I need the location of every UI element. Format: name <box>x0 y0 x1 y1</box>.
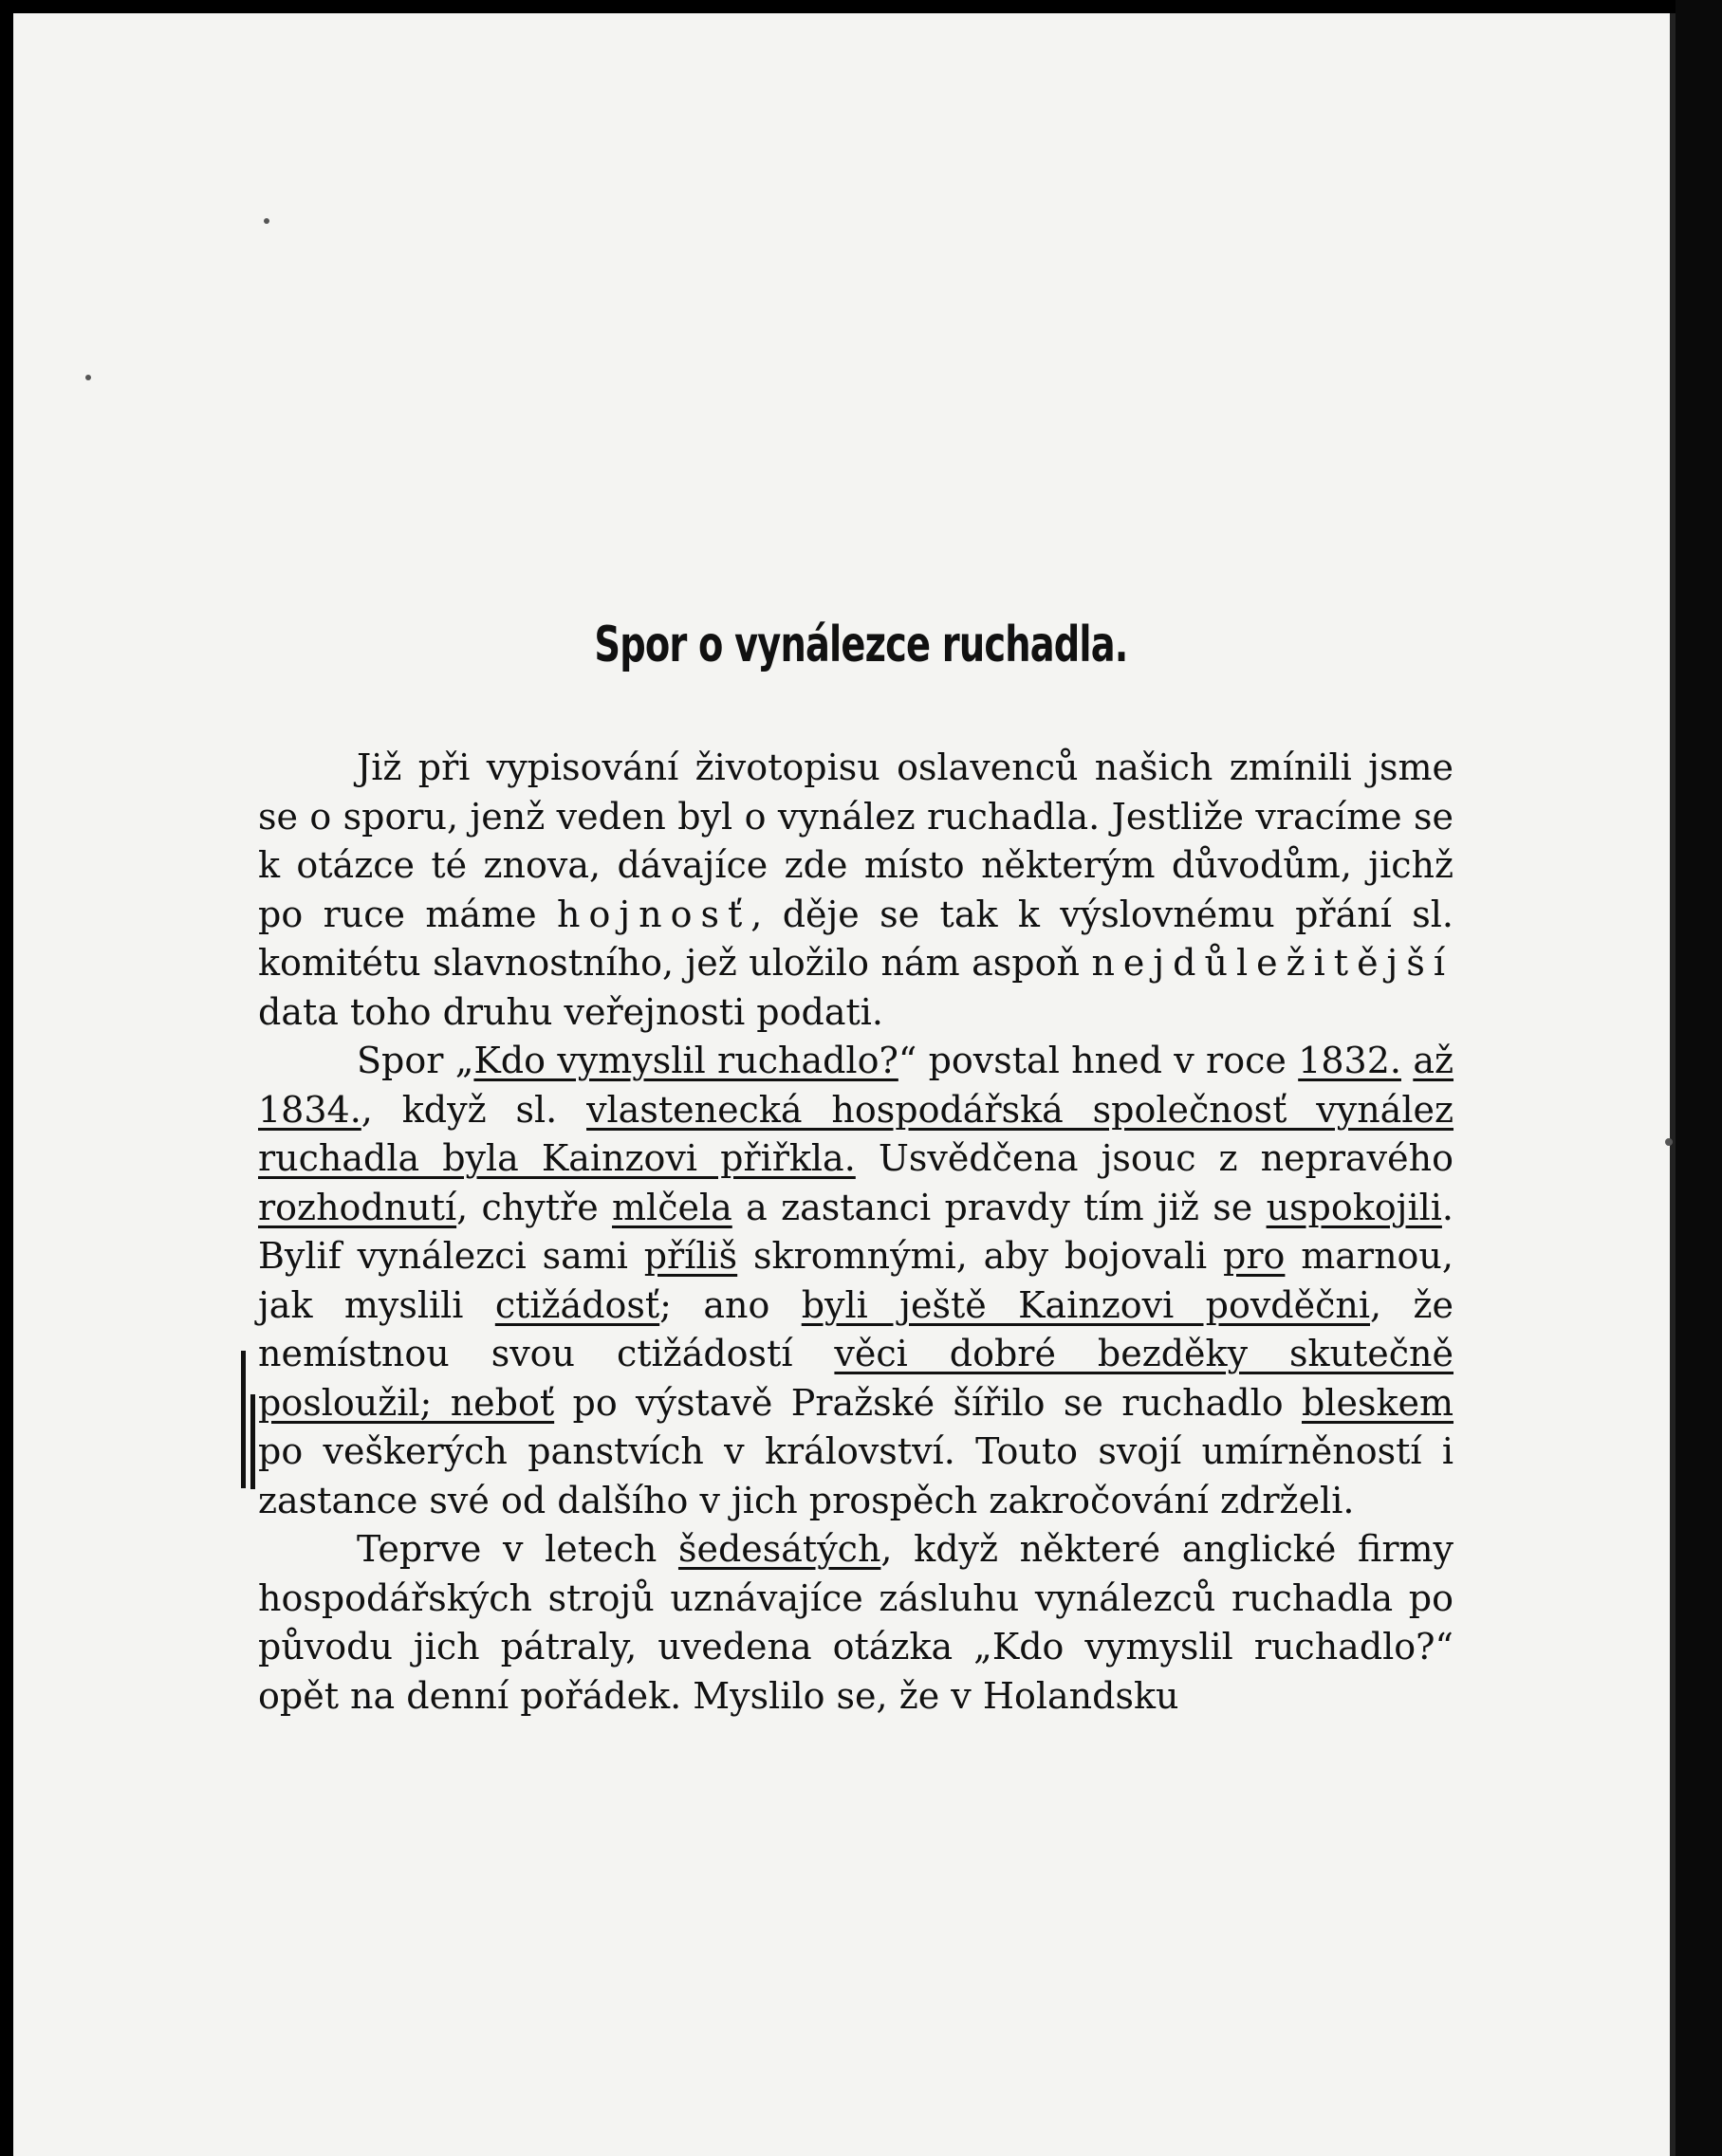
underlined-text: pro <box>1223 1235 1286 1277</box>
underlined-text: vlastenecká hospodářská společnosť vynález ruchadla byla Kainzovi přiřkla. <box>258 1088 1454 1179</box>
margin-mark <box>250 1394 255 1489</box>
underlined-text: bleskem <box>1301 1381 1454 1424</box>
emphasized-text: nejdůležitější <box>1091 942 1454 984</box>
underlined-text: příliš <box>643 1235 738 1277</box>
text-run: ; ano <box>659 1283 802 1326</box>
text-run: , že nemístnou svou ctižádostí <box>258 1283 1454 1374</box>
underlined-text: ctižádosť <box>494 1283 660 1326</box>
text-run: po výstavě Pražské šířilo se ruchadlo <box>554 1381 1302 1424</box>
chapter-title: Spor o vynálezce ruchadla. <box>594 617 1128 673</box>
underlined-text: až 1834. <box>258 1040 1454 1131</box>
underlined-text: uspokojili <box>1266 1186 1442 1228</box>
scan-speck <box>1665 1138 1673 1146</box>
underlined-text: mlčela <box>612 1186 732 1228</box>
text-run: data toho druhu veřejnosti podati. <box>258 990 883 1033</box>
text-run: , chytře <box>456 1186 613 1228</box>
underlined-text: šedesátých <box>677 1528 881 1570</box>
scan-speck <box>85 375 91 380</box>
text-run: , děje se tak k výslovnému přání sl. komitétu slavnostního, jež uložilo nám aspoň <box>258 893 1454 984</box>
paragraph <box>258 1525 1454 1721</box>
text-run <box>1401 1040 1413 1081</box>
underlined-text: věci dobré bezděky skutečně posloužil; neboť <box>258 1333 1454 1424</box>
body-text <box>258 744 1454 1721</box>
text-run: Teprve v letech <box>357 1528 678 1570</box>
emphasized-text: hojnosť <box>556 893 751 935</box>
underlined-text: rozhodnutí <box>258 1186 457 1228</box>
text-run: . Bylif vynálezci sami <box>258 1186 1454 1277</box>
underlined-text: Kdo vymyslil ruchadlo? <box>473 1040 898 1081</box>
text-run: Již při vypisování životopisu oslavenců našich zmínili jsme se o sporu, jenž veden byl o vynález ruchadla. Jestliže vracíme se k otázce té znova, dávajíce zde místo některým důvodům, jichž po ruce máme <box>258 746 1454 935</box>
text-run: Spor „ <box>357 1040 474 1081</box>
text-run: Usvědčena jsouc z nepravého <box>855 1137 1454 1179</box>
margin-mark <box>241 1351 246 1488</box>
text-run: , když sl. <box>361 1088 587 1131</box>
text-run: po veškerých panstvích v království. Touto svojí umírněností i zastance své od dalšího v jich prospěch zakročování zdrželi. <box>258 1430 1454 1521</box>
scan-speck <box>264 218 269 224</box>
underlined-text: 1832. <box>1298 1040 1401 1081</box>
underlined-text: byli ještě Kainzovi povděčni <box>801 1283 1371 1326</box>
paragraph <box>258 1037 1454 1525</box>
text-run: a zastanci pravdy tím již se <box>731 1186 1267 1228</box>
text-run: skromnými, aby bojovali <box>737 1235 1224 1277</box>
text-run: marnou, jak myslili <box>258 1235 1454 1326</box>
text-run: “ povstal hned v roce <box>898 1040 1299 1081</box>
scan-border <box>1676 0 1722 2156</box>
paragraph <box>258 744 1454 1037</box>
text-run: , když některé anglické firmy hospodářských strojů uznávajíce zásluhu vynálezců ruchadla po původu jich pátraly, uvedena otázka „Kdo vymyslil ruchadlo?“ opět na denní pořádek. Myslilo se, že v Holandsku <box>258 1528 1454 1717</box>
